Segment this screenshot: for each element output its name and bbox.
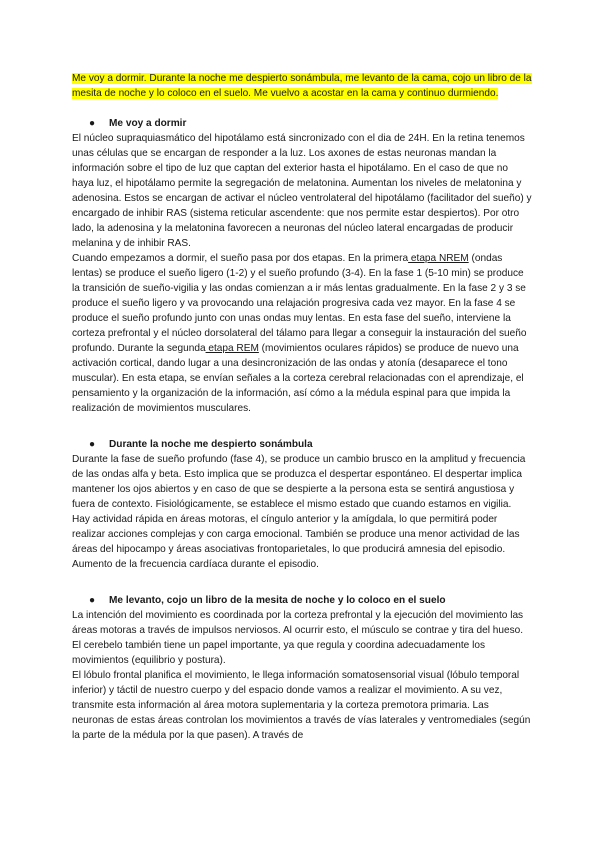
highlighted-text: Me voy a dormir. Durante la noche me despierto sonámbula, me levanto de la cama, cojo un libro de la mesita de noche y lo coloco en el suelo. Me vuelvo a acostar en la cama y continuo durmiendo. <box>72 73 532 99</box>
section-3-paragraph-1: La intención del movimiento es coordinada por la corteza prefrontal y la ejecución del movimiento las áreas motoras a través de impulsos nerviosos. Al ocurrir esto, el músculo se contrae y tira del hueso. El cerebelo también tiene un papel importante, ya que regula y coordina adecuadamente los movimientos (equilibrio y postura). <box>72 610 524 666</box>
section-2-paragraph-1: Durante la fase de sueño profundo (fase 4), se produce un cambio brusco en la amplitud y frecuencia de las ondas alfa y beta. Esto implica que se produzca el despertar espontáneo. El despertar implica mantener los ojos abiertos y en caso de que se despierte a la persona esta se sentirá angustiosa y fuera de contexto. Fisiológicamente, se establece el mismo estado que cuando estamos en vigilia. Hay actividad rápida en áreas motoras, el cíngulo anterior y la amígdala, lo que permitirá poder realizar acciones complejas y con carga emocional. También se produce una menor actividad de las áreas del hipocampo y áreas asociativas frontoparietales, lo que producirá amnesia del episodio. Aumento de la frecuencia cardíaca durante el episodio. <box>72 454 526 570</box>
bullet-icon: ● <box>89 118 96 129</box>
section-1-paragraph-1: El núcleo supraquiasmático del hipotálamo está sincronizado con el dia de 24H. En la retina tenemos unas células que se encargan de responder a la luz. Los axones de estas neuronas mandan la información sobre el tipo de luz que captan del exterior hasta el hipotálamo. En el caso de que no haya luz, el hipotálamo permite la segregación de melatonina. Aumentan los niveles de melatonina y adenosina. Estos se encargan de activar el núcleo ventrolateral del hipotálamo (facilitador del sueño) y encargado de inhibir RAS (sistema reticular ascendente: que nos permite estar despiertos). Por otro lado, la adenosina y la melatonina favorecen a neuronas del núcleo lateral encargadas de producir melanina y de inhibir RAS. <box>72 133 532 249</box>
bullet-icon: ● <box>89 439 96 450</box>
bullet-icon: ● <box>89 595 96 606</box>
underlined-term-nrem: etapa NREM <box>408 253 469 264</box>
underlined-term-rem: etapa REM <box>205 343 259 354</box>
section-3-paragraph-2: El lóbulo frontal planifica el movimiento, le llega información somatosensorial visual (lóbulo temporal inferior) y táctil de nuestro cuerpo y del espacio donde vamos a realizar el movimiento. A su vez, transmite esta información al área motora suplementaria y la corteza premotora primaria. Las neuronas de estas áreas controlan los movimientos a través de vías laterales y ventromediales (según la parte de la médula por la que pasen). A través de <box>72 670 531 741</box>
section-heading-3-text: Me levanto, cojo un libro de la mesita de noche y lo coloco en el suelo <box>109 595 446 606</box>
highlighted-intro <box>72 71 532 101</box>
section-heading-2 <box>72 437 532 452</box>
section-heading-1-text: Me voy a dormir <box>109 118 187 129</box>
section-1-paragraph-2 <box>72 251 532 416</box>
section-heading-3 <box>72 593 532 608</box>
section-heading-2-text: Durante la noche me despierto sonámbula <box>109 439 313 450</box>
section-heading-1 <box>72 116 532 131</box>
document-body <box>72 71 532 743</box>
text-run: Cuando empezamos a dormir, el sueño pasa por dos etapas. En la primera <box>72 253 409 264</box>
text-run: (ondas lentas) se produce el sueño ligero (1-2) y el sueño profundo (3-4). En la fase 1 (5-10 min) se produce la transición de sueño-vigilia y las ondas comienzan a ir más lentas gradualmente. En la fase 2 y 3 se produce el sueño ligero y va provocando una relajación progresiva cada vez mayor. En la fase 4 se produce el sueño profundo junto con unas ondas muy lentas. En esta fase del sueño, interviene la corteza prefrontal y el núcleo dorsolateral del tálamo para llegar a conseguir la instauración del sueño profundo. Durante la segunda <box>72 253 527 354</box>
text-run: (movimientos oculares rápidos) se produce de nuevo una activación cortical, dando lugar a una desincronización de las ondas y atonía (desaparece el tono muscular). En esta etapa, se envían señales a la corteza cerebral relacionadas con el aprendizaje, el pensamiento y la organización de la información, así cómo a la médula espinal para que impida la realización de movimientos musculares. <box>72 343 524 414</box>
